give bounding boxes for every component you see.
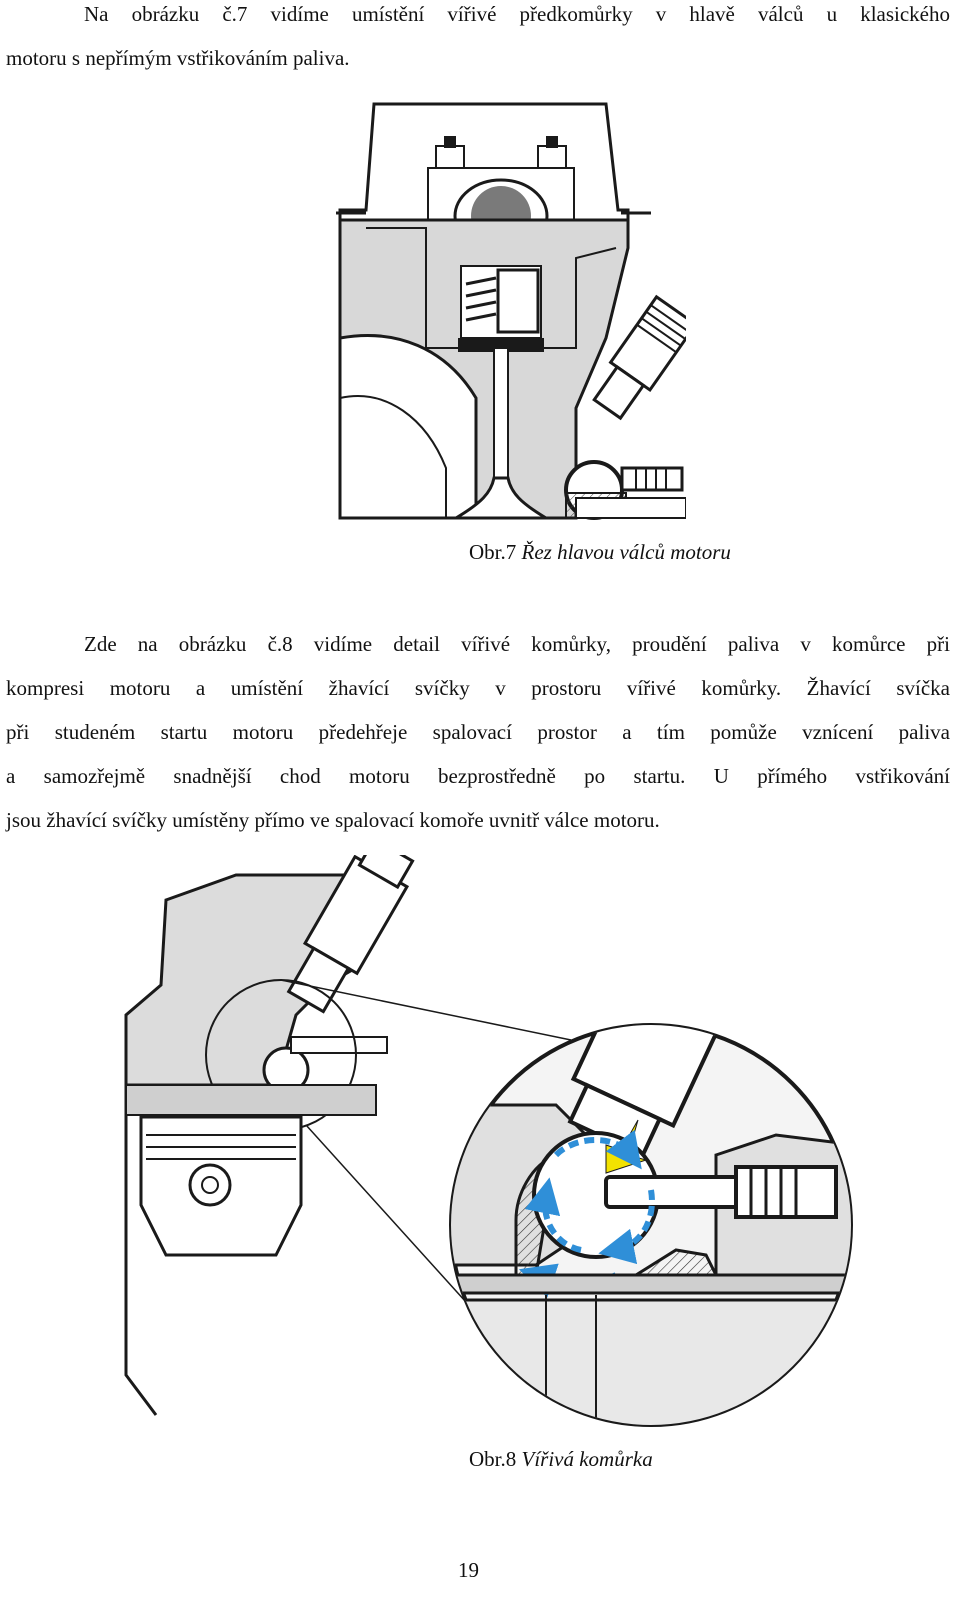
figure-8-label: Obr.8 bbox=[469, 1447, 517, 1471]
detail-line-5: jsou žhavící svíčky umístěny přímo ve spalovací komoře uvnitř válce motoru. bbox=[6, 808, 660, 832]
detail-line-4: a samozřejmě snadnější chod motoru bezprostředně po startu. U přímého vstřikování bbox=[6, 764, 950, 788]
figure-7-caption bbox=[469, 540, 731, 565]
detail-paragraph bbox=[6, 622, 950, 842]
detail-line-1: Zde na obrázku č.8 vidíme detail vířivé komůrky, proudění paliva v komůrce při bbox=[84, 632, 950, 656]
intro-line-1: Na obrázku č.7 vidíme umístění vířivé předkomůrky v hlavě válců u klasického bbox=[84, 2, 950, 26]
figure-7-title: Řez hlavou válců motoru bbox=[521, 540, 731, 564]
detail-line-2: kompresi motoru a umístění žhavící svíčky v prostoru vířivé komůrky. Žhavící svíčka bbox=[6, 676, 950, 700]
page-number: 19 bbox=[458, 1558, 479, 1582]
figure-8-title: Vířivá komůrka bbox=[521, 1447, 653, 1471]
figure-7-label: Obr.7 bbox=[469, 540, 517, 564]
figure-8-caption bbox=[469, 1447, 653, 1472]
detail-line-3: při studeném startu motoru předehřeje spalovací prostor a tím pomůže vznícení paliva bbox=[6, 720, 950, 744]
swirl-chamber-figure bbox=[76, 855, 886, 1435]
intro-line-2: motoru s nepřímým vstřikováním paliva. bbox=[6, 46, 350, 70]
cylinder-head-section-figure bbox=[276, 98, 686, 530]
intro-paragraph bbox=[6, 0, 950, 80]
